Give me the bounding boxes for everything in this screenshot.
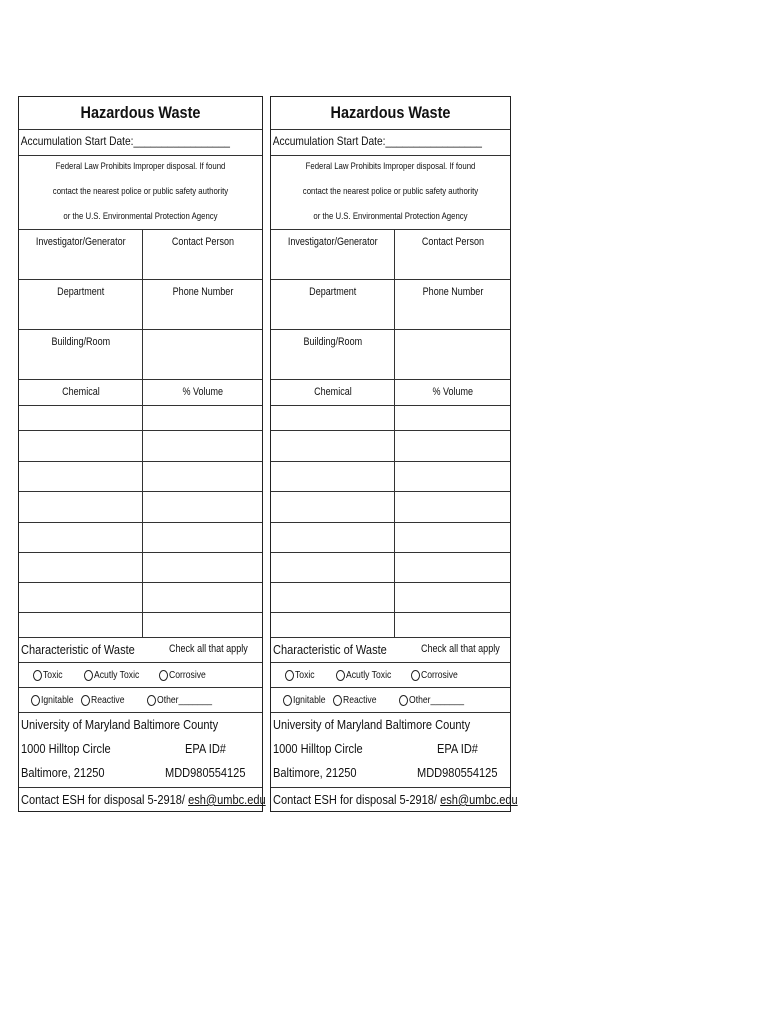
chemical-header: Chemical <box>19 380 143 405</box>
chemical-cell[interactable] <box>19 583 143 612</box>
chemical-row <box>271 461 510 491</box>
chemical-header: Chemical <box>271 380 395 405</box>
chemical-row <box>271 612 510 637</box>
accumulation-row <box>19 129 262 155</box>
option-corrosive[interactable] <box>411 669 466 681</box>
title-row <box>19 97 262 129</box>
chemical-row <box>19 491 262 522</box>
chemical-cell[interactable] <box>271 583 395 612</box>
field-phone[interactable] <box>143 280 262 329</box>
field-department[interactable] <box>271 280 395 329</box>
radio-circle-icon[interactable] <box>31 695 40 706</box>
volume-cell[interactable] <box>143 431 262 461</box>
email-link[interactable]: esh@umbc.edu <box>440 792 518 807</box>
chemical-cell[interactable] <box>271 431 395 461</box>
chemical-header-row <box>19 379 262 405</box>
notice-row <box>271 155 510 229</box>
option-label: Toxic <box>295 669 315 681</box>
option-label: Acutly Toxic <box>346 669 392 681</box>
volume-cell[interactable] <box>395 462 510 491</box>
field-label: Phone Number <box>172 286 233 298</box>
field-department[interactable] <box>19 280 143 329</box>
volume-cell[interactable] <box>143 523 262 552</box>
notice-row <box>19 155 262 229</box>
check-all-note: Check all that apply <box>169 643 248 655</box>
chemical-cell[interactable] <box>271 523 395 552</box>
address-block <box>19 712 262 787</box>
field-row <box>19 279 262 329</box>
check-all-note: Check all that apply <box>421 643 500 655</box>
waste-label-right <box>270 96 518 812</box>
option-label: Other_______ <box>157 694 213 706</box>
city-line: Baltimore, 21250 MDD980554125 <box>19 761 262 785</box>
volume-cell[interactable] <box>395 431 510 461</box>
option-label: Other_______ <box>409 694 465 706</box>
field-blank[interactable] <box>395 330 510 379</box>
volume-header: % Volume <box>432 386 473 398</box>
label-title: Hazardous Waste <box>80 103 201 122</box>
field-label: Investigator/Generator <box>287 236 378 248</box>
option-label: Corrosive <box>421 669 458 681</box>
chemical-row <box>271 552 510 582</box>
notice-line: or the U.S. Environmental Protection Agency <box>63 211 218 222</box>
field-row <box>271 229 510 279</box>
address-line: 1000 Hilltop Circle EPA ID# <box>19 737 262 761</box>
label-title: Hazardous Waste <box>330 103 451 122</box>
characteristic-heading: Characteristic of Waste <box>273 642 387 657</box>
options-row <box>271 687 510 712</box>
characteristic-heading: Characteristic of Waste <box>21 642 135 657</box>
chemical-row <box>271 522 510 552</box>
contact-line: Contact ESH for disposal 5-2918/ esh@umbc.edu <box>273 792 518 807</box>
field-label: Building/Room <box>303 336 362 348</box>
option-corrosive[interactable] <box>159 669 214 681</box>
field-contact[interactable] <box>143 230 262 279</box>
option-label: Acutly Toxic <box>94 669 140 681</box>
option-toxic[interactable] <box>285 669 319 681</box>
field-investigator[interactable] <box>19 230 143 279</box>
option-label: Ignitable <box>293 694 326 706</box>
waste-label-left <box>18 96 266 812</box>
notice-line: Federal Law Prohibits Improper disposal. If found <box>55 161 226 172</box>
chemical-cell[interactable] <box>271 406 395 430</box>
options-row <box>19 662 262 687</box>
radio-circle-icon[interactable] <box>159 670 168 681</box>
field-label: Phone Number <box>422 286 483 298</box>
field-investigator[interactable] <box>271 230 395 279</box>
option-label: Reactive <box>343 694 377 706</box>
option-reactive[interactable] <box>81 694 132 706</box>
email-link[interactable]: esh@umbc.edu <box>188 792 266 807</box>
chemical-cell[interactable] <box>19 553 143 582</box>
field-label: Investigator/Generator <box>35 236 126 248</box>
options-row <box>19 687 262 712</box>
address-line: 1000 Hilltop Circle EPA ID# <box>271 737 510 761</box>
field-row <box>19 229 262 279</box>
address-block <box>271 712 510 787</box>
accumulation-start-date[interactable]: Accumulation Start Date:_________________ <box>20 134 230 148</box>
chemical-row <box>271 582 510 612</box>
volume-cell[interactable] <box>143 406 262 430</box>
radio-circle-icon[interactable] <box>147 695 156 706</box>
chemical-cell[interactable] <box>19 523 143 552</box>
option-label: Corrosive <box>169 669 206 681</box>
title-row <box>271 97 510 129</box>
notice-line: contact the nearest police or public safety authority <box>52 186 229 197</box>
volume-cell[interactable] <box>395 613 510 637</box>
chemical-row <box>271 491 510 522</box>
field-label: Building/Room <box>51 336 110 348</box>
chemical-row <box>271 405 510 430</box>
radio-circle-icon[interactable] <box>33 670 42 681</box>
field-label: Department <box>56 286 105 298</box>
option-other[interactable] <box>147 694 224 706</box>
radio-circle-icon[interactable] <box>411 670 420 681</box>
chemical-cell[interactable] <box>19 462 143 491</box>
radio-circle-icon[interactable] <box>81 695 90 706</box>
field-building[interactable] <box>271 330 395 379</box>
contact-row <box>19 787 266 811</box>
radio-circle-icon[interactable] <box>336 670 345 681</box>
option-label: Toxic <box>43 669 63 681</box>
volume-cell[interactable] <box>143 583 262 612</box>
field-blank[interactable] <box>143 330 262 379</box>
option-acutely-toxic[interactable] <box>336 669 401 681</box>
chemical-cell[interactable] <box>271 553 395 582</box>
volume-cell[interactable] <box>395 406 510 430</box>
radio-circle-icon[interactable] <box>285 670 294 681</box>
field-row <box>19 329 262 379</box>
notice-line: Federal Law Prohibits Improper disposal. If found <box>305 161 476 172</box>
epa-label: EPA ID# <box>185 741 226 756</box>
chemical-cell[interactable] <box>271 492 395 522</box>
chemical-row <box>19 430 262 461</box>
notice-line: contact the nearest police or public safety authority <box>302 186 479 197</box>
radio-circle-icon[interactable] <box>84 670 93 681</box>
epa-id: MDD980554125 <box>165 765 246 780</box>
volume-cell[interactable] <box>143 492 262 522</box>
field-label: Contact Person <box>421 236 484 248</box>
field-row <box>271 329 510 379</box>
volume-cell[interactable] <box>395 583 510 612</box>
chemical-row <box>19 405 262 430</box>
radio-circle-icon[interactable] <box>399 695 408 706</box>
accumulation-start-date[interactable]: Accumulation Start Date:_________________ <box>272 134 482 148</box>
volume-cell[interactable] <box>143 462 262 491</box>
epa-id: MDD980554125 <box>417 765 498 780</box>
chemical-row <box>19 582 262 612</box>
field-row <box>271 279 510 329</box>
contact-line: Contact ESH for disposal 5-2918/ esh@umbc.edu <box>21 792 266 807</box>
option-reactive[interactable] <box>333 694 384 706</box>
chemical-cell[interactable] <box>19 492 143 522</box>
chemical-cell[interactable] <box>271 462 395 491</box>
university-name: University of Maryland Baltimore County <box>21 717 219 732</box>
characteristic-row <box>271 637 510 662</box>
chemical-row <box>19 552 262 582</box>
options-row <box>271 662 510 687</box>
chemical-cell[interactable] <box>271 613 395 637</box>
volume-cell[interactable] <box>143 553 262 582</box>
contact-row <box>271 787 518 811</box>
chemical-row <box>19 522 262 552</box>
volume-cell[interactable] <box>395 523 510 552</box>
option-toxic[interactable] <box>33 669 67 681</box>
option-label: Reactive <box>91 694 125 706</box>
notice-line: or the U.S. Environmental Protection Agency <box>313 211 468 222</box>
radio-circle-icon[interactable] <box>333 695 342 706</box>
field-contact[interactable] <box>395 230 510 279</box>
option-other[interactable] <box>399 694 476 706</box>
field-label: Department <box>308 286 357 298</box>
volume-cell[interactable] <box>395 553 510 582</box>
characteristic-row <box>19 637 262 662</box>
option-label: Ignitable <box>41 694 74 706</box>
chemical-header-row <box>271 379 510 405</box>
field-phone[interactable] <box>395 280 510 329</box>
accumulation-row <box>271 129 510 155</box>
epa-label: EPA ID# <box>437 741 478 756</box>
chemical-cell[interactable] <box>19 406 143 430</box>
option-ignitable[interactable] <box>283 694 333 706</box>
chemical-cell[interactable] <box>19 613 143 637</box>
chemical-row <box>271 430 510 461</box>
chemical-cell[interactable] <box>19 431 143 461</box>
volume-cell[interactable] <box>143 613 262 637</box>
volume-header: % Volume <box>182 386 223 398</box>
chemical-row <box>19 612 262 637</box>
radio-circle-icon[interactable] <box>283 695 292 706</box>
field-label: Contact Person <box>171 236 234 248</box>
field-building[interactable] <box>19 330 143 379</box>
volume-cell[interactable] <box>395 492 510 522</box>
option-ignitable[interactable] <box>31 694 81 706</box>
city-line: Baltimore, 21250 MDD980554125 <box>271 761 510 785</box>
option-acutely-toxic[interactable] <box>84 669 149 681</box>
university-name: University of Maryland Baltimore County <box>273 717 471 732</box>
chemical-row <box>19 461 262 491</box>
